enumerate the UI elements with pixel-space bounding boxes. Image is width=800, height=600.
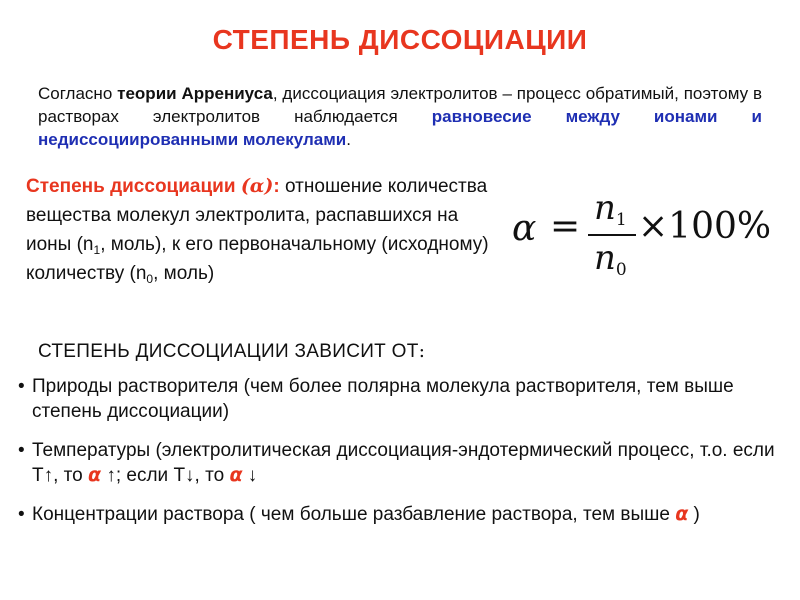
formula-denominator [594, 238, 627, 278]
factors-heading-colon: : [418, 340, 426, 362]
intro-bold-term: теории Аррениуса [117, 84, 273, 103]
factors-heading-text: СТЕПЕНЬ ДИССОЦИАЦИИ ЗАВИСИТ ОТ [38, 341, 419, 362]
formula-numerator-sub: 1 [615, 210, 627, 230]
definition-sub-0: 0 [146, 272, 154, 286]
intro-highlight: равновесие между ионами и недиссоциированными молекулами [38, 107, 762, 149]
factor-solvent: Природы растворителя (чем более полярна молекула растворителя, тем выше степень диссоциации) [32, 376, 734, 422]
alpha-symbol: α [229, 464, 243, 486]
definition-sub-1: 1 [93, 243, 101, 257]
bullet-icon: • [18, 504, 25, 525]
definition-text-1: отношение количества вещества молекул электролита, распавшихся на ионы (n [26, 176, 488, 255]
formula-fraction [588, 190, 636, 282]
factors-list [18, 374, 778, 541]
formula-alpha: α [512, 208, 537, 249]
formula-fraction-bar [588, 234, 636, 236]
intro-end: . [346, 130, 351, 149]
alpha-symbol: α [675, 503, 689, 525]
definition-colon: : [273, 176, 280, 197]
intro-prefix: Согласно [38, 84, 118, 103]
definition-term: Степень диссоциации [26, 176, 236, 197]
definition-text-2: , моль), к его первоначальному (исходному) количеству (n [26, 234, 489, 284]
dissociation-formula [508, 188, 772, 285]
factor-temperature-text-a: Температуры (электролитическая диссоциация-эндотермический процесс, т.о. если Т↑, то [32, 440, 775, 486]
factor-temperature [32, 440, 775, 486]
factor-temperature-text-c: ↓ [242, 465, 258, 486]
intro-middle: , диссоциация электролитов – процесс обратимый, поэтому в растворах электролитов наблюдается [38, 84, 763, 126]
page-title: СТЕПЕНЬ ДИССОЦИАЦИИ [212, 24, 588, 55]
formula-times-percent: ×100% [638, 206, 772, 247]
definition-symbol: (α) [240, 175, 274, 197]
factor-concentration [32, 504, 700, 525]
definition-paragraph [26, 172, 496, 288]
list-item [18, 374, 778, 424]
bullet-icon: • [18, 440, 25, 461]
factor-temperature-text-b: ↑; если Т↓, то [101, 465, 230, 486]
formula-equals: = [550, 206, 581, 247]
intro-paragraph [38, 82, 762, 151]
alpha-symbol: α [88, 464, 102, 486]
factor-concentration-text-a: Концентрации раствора ( чем больше разбавление раствора, тем выше [32, 504, 676, 525]
formula-denominator-sub: 0 [615, 260, 627, 280]
factor-concentration-text-b: ) [688, 504, 700, 525]
formula-numerator [594, 188, 627, 228]
definition-text-3: , моль) [153, 263, 215, 284]
list-item [18, 502, 778, 527]
factors-heading [38, 340, 425, 363]
list-item [18, 438, 778, 488]
formula-denominator-var: n [594, 238, 616, 278]
bullet-icon: • [18, 376, 25, 397]
formula-numerator-var: n [594, 188, 616, 228]
